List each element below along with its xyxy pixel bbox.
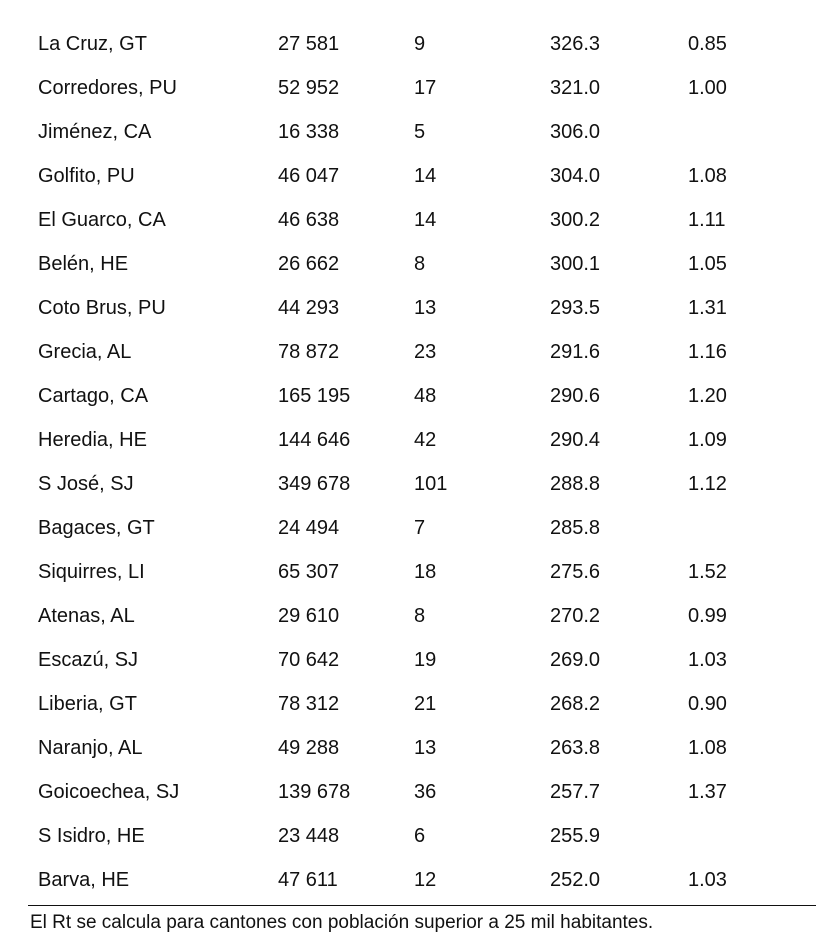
canton-cell: Barva, HE: [38, 869, 130, 891]
cases-cell: 13: [414, 737, 437, 759]
cases-cell: 18: [414, 561, 437, 583]
canton-cell: Naranjo, AL: [38, 737, 143, 759]
population-cell: 349 678: [278, 473, 351, 495]
population-cell: 46 047: [278, 165, 340, 187]
footnote-divider: [28, 905, 816, 906]
rt-cell: 1.08: [688, 165, 727, 187]
rate-cell: 288.8: [550, 473, 601, 495]
canton-cell: Cartago, CA: [38, 385, 149, 407]
population-cell: 78 872: [278, 341, 340, 363]
cases-cell: 36: [414, 781, 437, 803]
canton-table-container: [38, 22, 818, 902]
canton-cell: El Guarco, CA: [38, 209, 166, 231]
canton-cell: Escazú, SJ: [38, 649, 139, 671]
cases-cell: 21: [414, 693, 437, 715]
table-row: [38, 858, 818, 902]
population-cell: 165 195: [278, 385, 351, 407]
population-cell: 70 642: [278, 649, 340, 671]
table-row: [38, 682, 818, 726]
cases-cell: 14: [414, 209, 437, 231]
cases-cell: 8: [414, 605, 426, 627]
rate-cell: 293.5: [550, 297, 601, 319]
population-cell: 16 338: [278, 121, 340, 143]
rate-cell: 290.6: [550, 385, 601, 407]
rate-cell: 321.0: [550, 77, 601, 99]
rate-cell: 290.4: [550, 429, 601, 451]
canton-cell: Golfito, PU: [38, 165, 135, 187]
canton-cell: Bagaces, GT: [38, 517, 155, 539]
rt-cell: 1.11: [688, 209, 726, 231]
table-row: [38, 638, 818, 682]
rt-cell: 0.99: [688, 605, 727, 627]
canton-cell: Belén, HE: [38, 253, 129, 275]
table-row: [38, 594, 818, 638]
rt-cell: 0.85: [688, 33, 727, 55]
canton-table-body: [38, 22, 818, 902]
population-cell: 78 312: [278, 693, 340, 715]
cases-cell: 6: [414, 825, 426, 847]
table-row: [38, 242, 818, 286]
rate-cell: 291.6: [550, 341, 601, 363]
population-cell: 29 610: [278, 605, 340, 627]
rate-cell: 269.0: [550, 649, 601, 671]
population-cell: 44 293: [278, 297, 340, 319]
rt-cell: 0.90: [688, 693, 727, 715]
cases-cell: 42: [414, 429, 437, 451]
rate-cell: 255.9: [550, 825, 601, 847]
table-row: [38, 66, 818, 110]
cases-cell: 23: [414, 341, 437, 363]
rt-cell: 1.03: [688, 649, 727, 671]
canton-cell: Goicoechea, SJ: [38, 781, 180, 803]
cases-cell: 7: [414, 517, 426, 539]
rt-cell: 1.37: [688, 781, 727, 803]
canton-table: [38, 22, 818, 902]
table-row: [38, 22, 818, 66]
population-cell: 65 307: [278, 561, 340, 583]
cases-cell: 12: [414, 869, 437, 891]
rt-cell: 1.20: [688, 385, 727, 407]
population-cell: 46 638: [278, 209, 340, 231]
table-row: [38, 418, 818, 462]
canton-cell: La Cruz, GT: [38, 33, 147, 55]
table-row: [38, 814, 818, 858]
table-row: [38, 198, 818, 242]
cases-cell: 14: [414, 165, 437, 187]
rt-cell: [688, 814, 818, 858]
rate-cell: 268.2: [550, 693, 601, 715]
population-cell: 49 288: [278, 737, 340, 759]
rt-cell: [688, 506, 818, 550]
population-cell: 26 662: [278, 253, 340, 275]
cases-cell: 101: [414, 473, 448, 495]
rate-cell: 306.0: [550, 121, 601, 143]
canton-cell: S Isidro, HE: [38, 825, 145, 847]
rt-cell: 1.52: [688, 561, 727, 583]
population-cell: 24 494: [278, 517, 340, 539]
population-cell: 144 646: [278, 429, 351, 451]
rate-cell: 300.1: [550, 253, 601, 275]
table-row: [38, 154, 818, 198]
canton-cell: Jiménez, CA: [38, 121, 152, 143]
rate-cell: 285.8: [550, 517, 601, 539]
canton-cell: S José, SJ: [38, 473, 134, 495]
table-row: [38, 110, 818, 154]
rt-cell: [688, 110, 818, 154]
rate-cell: 270.2: [550, 605, 601, 627]
rt-cell: 1.16: [688, 341, 727, 363]
rt-cell: 1.00: [688, 77, 727, 99]
cases-cell: 9: [414, 33, 426, 55]
rt-cell: 1.12: [688, 473, 727, 495]
table-row: [38, 550, 818, 594]
table-row: [38, 770, 818, 814]
population-cell: 23 448: [278, 825, 340, 847]
cases-cell: 13: [414, 297, 437, 319]
table-row: [38, 374, 818, 418]
canton-cell: Heredia, HE: [38, 429, 147, 451]
cases-cell: 48: [414, 385, 437, 407]
canton-cell: Siquirres, LI: [38, 561, 145, 583]
rate-cell: 275.6: [550, 561, 601, 583]
cases-cell: 19: [414, 649, 437, 671]
rt-cell: 1.05: [688, 253, 727, 275]
rt-cell: 1.09: [688, 429, 727, 451]
population-cell: 52 952: [278, 77, 340, 99]
table-row: [38, 462, 818, 506]
rt-cell: 1.31: [688, 297, 727, 319]
cases-cell: 5: [414, 121, 426, 143]
rate-cell: 263.8: [550, 737, 601, 759]
rate-cell: 326.3: [550, 33, 601, 55]
canton-cell: Corredores, PU: [38, 77, 177, 99]
cases-cell: 8: [414, 253, 426, 275]
rt-cell: 1.08: [688, 737, 727, 759]
table-row: [38, 330, 818, 374]
table-row: [38, 286, 818, 330]
canton-cell: Coto Brus, PU: [38, 297, 166, 319]
table-row: [38, 506, 818, 550]
rt-cell: 1.03: [688, 869, 727, 891]
canton-cell: Liberia, GT: [38, 693, 137, 715]
canton-cell: Atenas, AL: [38, 605, 135, 627]
rate-cell: 257.7: [550, 781, 601, 803]
footnote-text: El Rt se calcula para cantones con población superior a 25 mil habitantes.: [30, 912, 654, 933]
canton-cell: Grecia, AL: [38, 341, 132, 363]
population-cell: 47 611: [278, 869, 338, 891]
rate-cell: 252.0: [550, 869, 601, 891]
rate-cell: 304.0: [550, 165, 601, 187]
population-cell: 27 581: [278, 33, 340, 55]
population-cell: 139 678: [278, 781, 351, 803]
rate-cell: 300.2: [550, 209, 601, 231]
table-row: [38, 726, 818, 770]
cases-cell: 17: [414, 77, 437, 99]
